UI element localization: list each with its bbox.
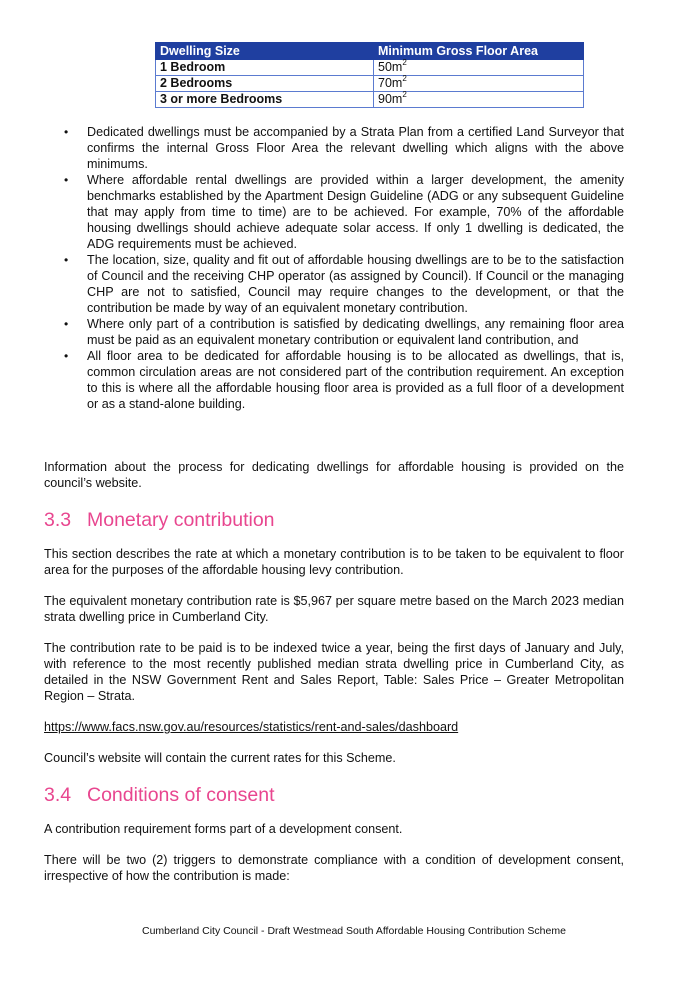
indexation-paragraph: The contribution rate to be paid is to be indexed twice a year, being the first days of January and July, with reference to the most recently published median strata dwelling price in Cumberland City, as detailed in the NSW Government Rent and Sales Report, Table: Sales Price – Greater Metropolitan Region – Strata. — [44, 641, 624, 703]
list-item: • The location, size, quality and fit out of affordable housing dwellings are to be to the satisfaction of Council and the receiving CHP operator (as assigned by Council). If Council or the managing CHP are not to satisfied, Council may require changes to the development, or that the contribution be made by way of an equivalent monetary contribution. — [64, 253, 624, 315]
footer-text: Cumberland City Council - Draft Westmead South Affordable Housing Contribution Scheme — [142, 925, 566, 937]
current-rates-paragraph: Council’s website will contain the current rates for this Scheme. — [44, 751, 396, 765]
section-heading-monetary: 3.3 Monetary contribution — [44, 509, 275, 531]
monetary-intro-paragraph: This section describes the rate at which a monetary contribution is to be taken to be equivalent to floor area for the purposes of the affordable housing levy contribution. — [44, 547, 624, 577]
table-cell-area: $50m^2$ — [374, 60, 584, 76]
list-item: • Where only part of a contribution is satisfied by dedicating dwellings, any remaining floor area must be paid as an equivalent monetary contribution or equivalent land contribution, and — [64, 317, 624, 347]
list-item: • Where affordable rental dwellings are provided within a larger development, the amenity benchmarks established by the Apartment Design Guideline (ADG or any subsequent Guideline that may apply from time to time) are to be achieved. For example, 70% of the affordable housing dwellings should achieve adequate solar access. If only 1 dwelling is dedicated, the ADG requirements must be achieved. — [64, 173, 624, 251]
list-item: • Dedicated dwellings must be accompanied by a Strata Plan from a certified Land Surveyor that confirms the internal Gross Floor Area the relevant dwelling which aligns with the above minimums. — [64, 125, 624, 171]
table-cell-size: 3 or more Bedrooms — [156, 92, 374, 108]
table-cell-size: 2 Bedrooms — [156, 76, 374, 92]
section-heading-conditions: 3.4 Conditions of consent — [44, 784, 275, 806]
bullet-icon: • — [64, 317, 69, 331]
conditions-intro-paragraph: A contribution requirement forms part of a development consent. — [44, 822, 403, 836]
info-paragraph: Information about the process for dedicating dwellings for affordable housing is provided on the council’s website. — [44, 460, 624, 490]
table-cell-size: 1 Bedroom — [156, 60, 374, 76]
bullet-icon: • — [64, 349, 69, 363]
table-row — [156, 76, 584, 92]
rent-sales-dashboard-link[interactable]: https://www.facs.nsw.gov.au/resources/statistics/rent-and-sales/dashboard — [44, 720, 459, 734]
table-header-dwelling-size: Dwelling Size — [156, 43, 374, 60]
table-cell-area: $70m^2$ — [374, 76, 584, 92]
dwelling-size-table — [155, 42, 584, 108]
table-cell-area: $90m^2$ — [374, 92, 584, 108]
table-header-row — [156, 43, 584, 60]
requirements-list — [44, 124, 624, 412]
link-paragraph — [44, 719, 624, 735]
monetary-rate-paragraph: The equivalent monetary contribution rate is $5,967 per square metre based on the March 2023 median strata dwelling price in Cumberland City. — [44, 594, 624, 624]
bullet-icon: • — [64, 125, 69, 139]
triggers-paragraph: There will be two (2) triggers to demonstrate compliance with a condition of development consent, irrespective of how the contribution is made: — [44, 853, 624, 883]
table-header-min-gfa: Minimum Gross Floor Area — [374, 43, 584, 60]
bullet-icon: • — [64, 173, 69, 187]
table-row — [156, 92, 584, 108]
bullet-icon: • — [64, 253, 69, 267]
table-row — [156, 60, 584, 76]
list-item: • All floor area to be dedicated for affordable housing is to be allocated as dwellings, that is, common circulation areas are not considered part of the contribution requirement. An exception to this is where all the affordable housing floor area is provided as a full floor of a development or as a stand-alone building. — [64, 349, 624, 411]
